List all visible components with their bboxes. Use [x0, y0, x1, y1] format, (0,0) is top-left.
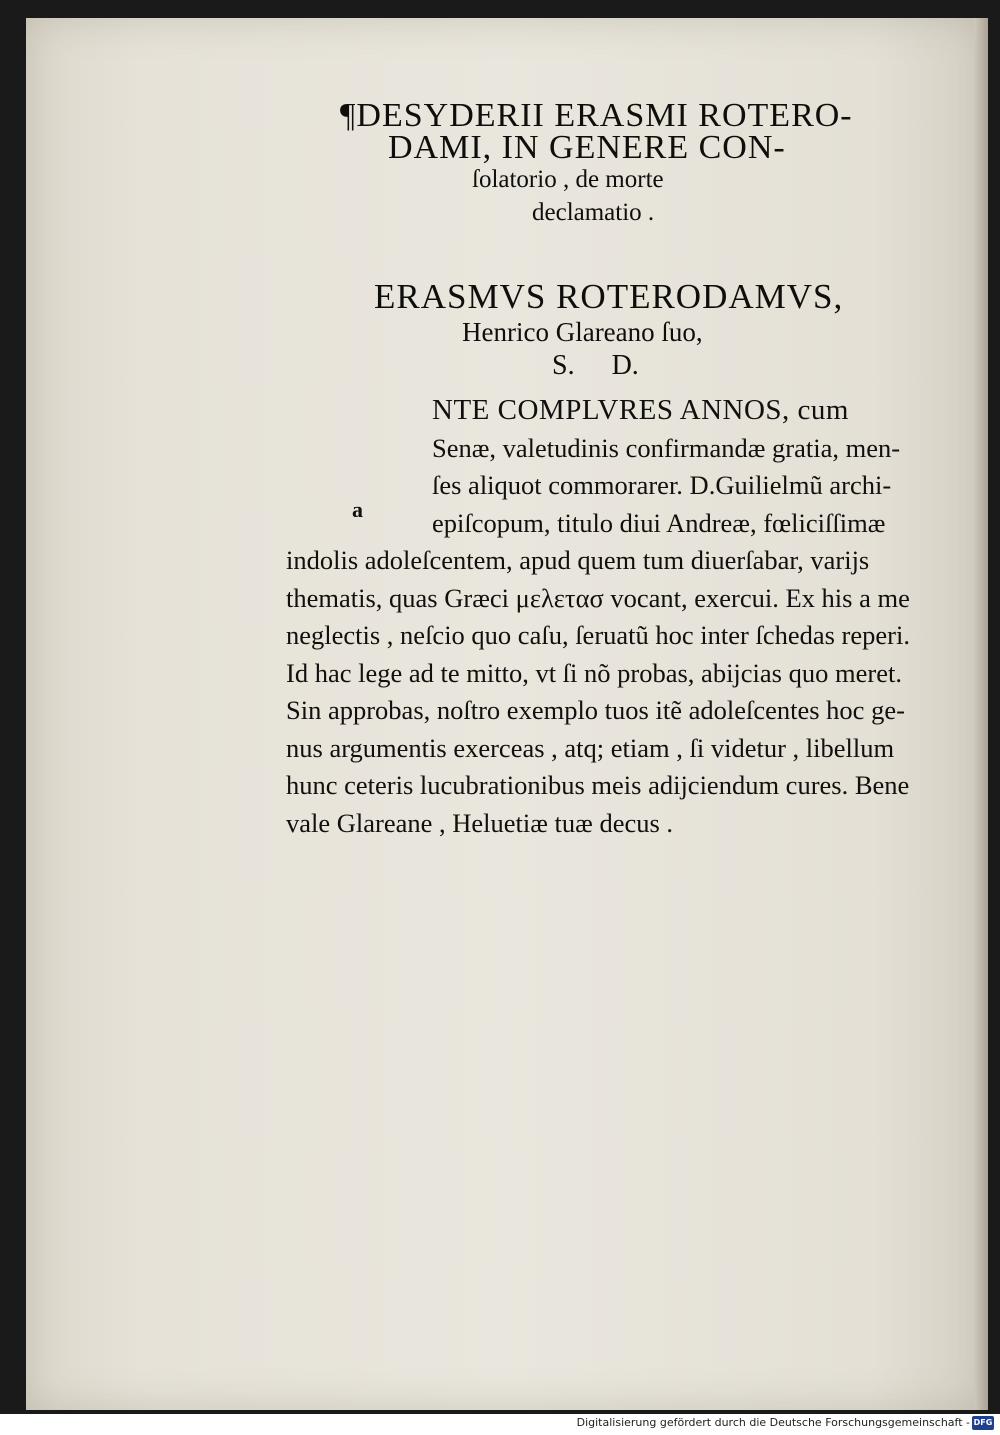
- page-edge: [974, 18, 988, 1410]
- title-line-2: DAMI, IN GENERE CON-: [388, 129, 786, 166]
- body-line: nus argumentis exerceas , atq; etiam , ſi videtur , libellum: [286, 732, 895, 763]
- body-line: NTE COMPLVRES ANNOS, cum: [432, 394, 849, 426]
- body-line: Id hac lege ad te mitto, vt ſi nõ probas, abijcias quo meret.: [286, 657, 902, 688]
- body-line: Senæ, valetudinis confirmandæ gratia, men-: [432, 432, 901, 463]
- body-line: vale Glareane , Heluetiæ tuæ decus .: [286, 807, 674, 838]
- body-line: Sin approbas, noſtro exemplo tuos itẽ adoleſcentes hoc ge-: [286, 695, 905, 725]
- address-salutation: S. D.: [552, 350, 639, 381]
- address-sender: ERASMVS ROTERODAMVS,: [374, 277, 844, 316]
- body-line: thematis, quas Græci μελετασ vocant, exercui. Ex his a me: [286, 582, 910, 613]
- body-line: epiſcopum, titulo diui Andreæ, fœliciſſimæ: [432, 507, 886, 538]
- body-line: neglectis , neſcio quo caſu, ſeruatũ hoc inter ſchedas reperi.: [286, 620, 910, 650]
- letter-body: [286, 392, 976, 842]
- page-title: [340, 97, 900, 230]
- title-line-1: ¶DESYDERII ERASMI ROTERO-: [340, 97, 853, 134]
- letter-address: [374, 278, 894, 384]
- title-line-3: ſolatorio , de morte: [472, 166, 664, 193]
- title-line-4: declamatio .: [532, 199, 655, 226]
- dfg-logo-icon: DFG: [972, 1416, 994, 1430]
- body-line: indolis adoleſcentem, apud quem tum diuerſabar, varijs: [286, 545, 870, 575]
- footer-credit: Digitalisierung gefördert durch die Deutsche Forschungsgemeinschaft -: [576, 1416, 970, 1429]
- initial-letter: a: [352, 497, 363, 522]
- body-line: hunc ceteris lucubrationibus meis adijciendum cures. Bene: [286, 770, 910, 800]
- body-line: ſes aliquot commorarer. D.Guilielmũ archi-: [432, 470, 892, 500]
- address-recipient: Henrico Glareano ſuo,: [462, 317, 703, 347]
